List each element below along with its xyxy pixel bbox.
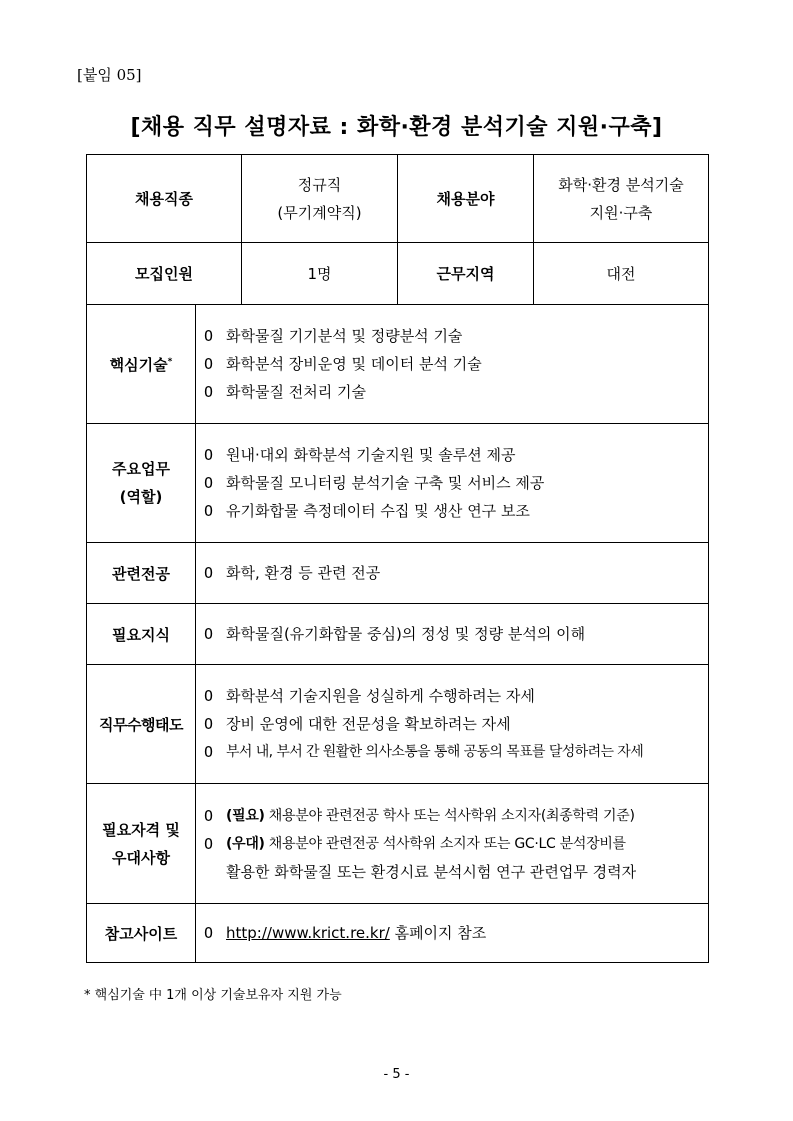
preferred-tag: (우대) — [226, 835, 265, 852]
job-description-table — [86, 154, 709, 963]
bullet-icon: O — [204, 834, 214, 853]
duties-label-line: (역할) — [119, 488, 163, 506]
bullet-icon: O — [204, 743, 214, 761]
preferred-condition — [226, 830, 708, 858]
location-label: 근무지역 — [398, 243, 534, 305]
qualification-list — [196, 784, 709, 904]
attitude-list — [196, 665, 709, 784]
bullet-icon: O — [204, 924, 214, 942]
list-item — [204, 738, 708, 766]
reference-label: 참고사이트 — [87, 904, 196, 963]
reference-list — [196, 904, 709, 963]
major-label: 관련전공 — [87, 543, 196, 604]
attitude-label: 직무수행태도 — [87, 665, 196, 784]
field-value — [534, 155, 709, 243]
duties-label — [87, 424, 196, 543]
list-item-text: 화학물질 모니터링 분석기술 구축 및 서비스 제공 — [226, 474, 545, 492]
required-tag: (필요) — [226, 807, 265, 824]
list-item-text: 화학분석 장비운영 및 데이터 분석 기술 — [226, 355, 482, 373]
list-item — [204, 559, 708, 587]
bullet-icon: O — [204, 564, 214, 582]
required-condition — [226, 802, 708, 830]
list-item — [204, 322, 708, 350]
required-text: 채용분야 관련전공 학사 또는 석사학위 소지자(최종학력 기준) — [264, 807, 635, 824]
list-item — [204, 710, 708, 738]
field-line: 화학·환경 분석기술 — [558, 175, 684, 194]
bullet-icon: O — [204, 327, 214, 345]
page-title: [채용 직무 설명자료 : 화학·환경 분석기술 지원·구축] — [130, 115, 663, 140]
preferred-text: 채용분야 관련전공 석사학위 소지자 또는 GC·LC 분석장비를 — [264, 835, 626, 852]
job-type-line: (무기계약직) — [277, 203, 362, 222]
qualification-label-line: 우대사항 — [112, 848, 170, 867]
duties-label-line: 주요업무 — [112, 460, 170, 478]
field-label: 채용분야 — [398, 155, 534, 243]
list-item — [204, 350, 708, 378]
footnote-mark: * — [167, 356, 173, 367]
bullet-icon: O — [204, 502, 214, 520]
list-item — [204, 830, 708, 858]
job-type-line: 정규직 — [297, 175, 342, 194]
bullet-icon: O — [204, 625, 214, 643]
attachment-label: [붙임 05] — [77, 66, 142, 84]
job-type-label: 채용직종 — [87, 155, 242, 243]
list-item — [204, 469, 708, 497]
qualification-label-line: 필요자격 및 — [102, 820, 180, 839]
list-item-text: 원내·대외 화학분석 기술지원 및 솔루션 제공 — [226, 446, 516, 464]
reference-suffix: 홈페이지 참조 — [389, 924, 487, 942]
bullet-icon: O — [204, 687, 214, 705]
bullet-icon: O — [204, 446, 214, 464]
core-tech-label-text: 핵심기술 — [109, 355, 168, 374]
bullet-icon: O — [204, 383, 214, 401]
major-list — [196, 543, 709, 604]
list-item-text: 유기화합물 측정데이터 수집 및 생산 연구 보조 — [226, 502, 530, 520]
list-item-text: 화학물질 전처리 기술 — [226, 383, 366, 401]
field-line: 지원·구축 — [589, 203, 653, 222]
list-item — [204, 682, 708, 710]
headcount-label: 모집인원 — [87, 243, 242, 305]
bullet-icon: O — [204, 474, 214, 492]
list-item — [204, 620, 708, 648]
bullet-icon: O — [204, 355, 214, 373]
knowledge-list — [196, 604, 709, 665]
list-item — [204, 919, 708, 947]
bullet-icon: O — [204, 715, 214, 733]
list-item — [204, 378, 708, 406]
preferred-continuation: 활용한 화학물질 또는 환경시료 분석시험 연구 관련업무 경력자 — [226, 862, 637, 881]
reference-link[interactable]: http://www.krict.re.kr/ — [226, 924, 390, 942]
bullet-icon: O — [204, 806, 214, 825]
list-item-text: 장비 운영에 대한 전문성을 확보하려는 자세 — [226, 715, 511, 733]
core-tech-list — [196, 305, 709, 424]
qualification-label — [87, 784, 196, 904]
core-tech-label — [87, 305, 196, 424]
duties-list — [196, 424, 709, 543]
list-item — [204, 497, 708, 525]
list-item — [204, 802, 708, 830]
job-type-value — [242, 155, 398, 243]
location-value: 대전 — [534, 243, 709, 305]
list-item-text: 화학, 환경 등 관련 전공 — [226, 564, 381, 582]
list-item — [204, 441, 708, 469]
footnote: * 핵심기술 中 1개 이상 기술보유자 지원 가능 — [84, 988, 342, 1003]
page-number: - 5 - — [383, 1067, 410, 1082]
list-item-text: 부서 내, 부서 간 원활한 의사소통을 통해 공동의 목표를 달성하려는 자세 — [226, 744, 644, 760]
headcount-value: 1명 — [242, 243, 398, 305]
list-item-text: 화학분석 기술지원을 성실하게 수행하려는 자세 — [226, 687, 535, 705]
knowledge-label: 필요지식 — [87, 604, 196, 665]
list-item-text: 화학물질 기기분석 및 정량분석 기술 — [226, 327, 463, 345]
list-item-text: 화학물질(유기화합물 중심)의 정성 및 정량 분석의 이해 — [226, 625, 586, 643]
